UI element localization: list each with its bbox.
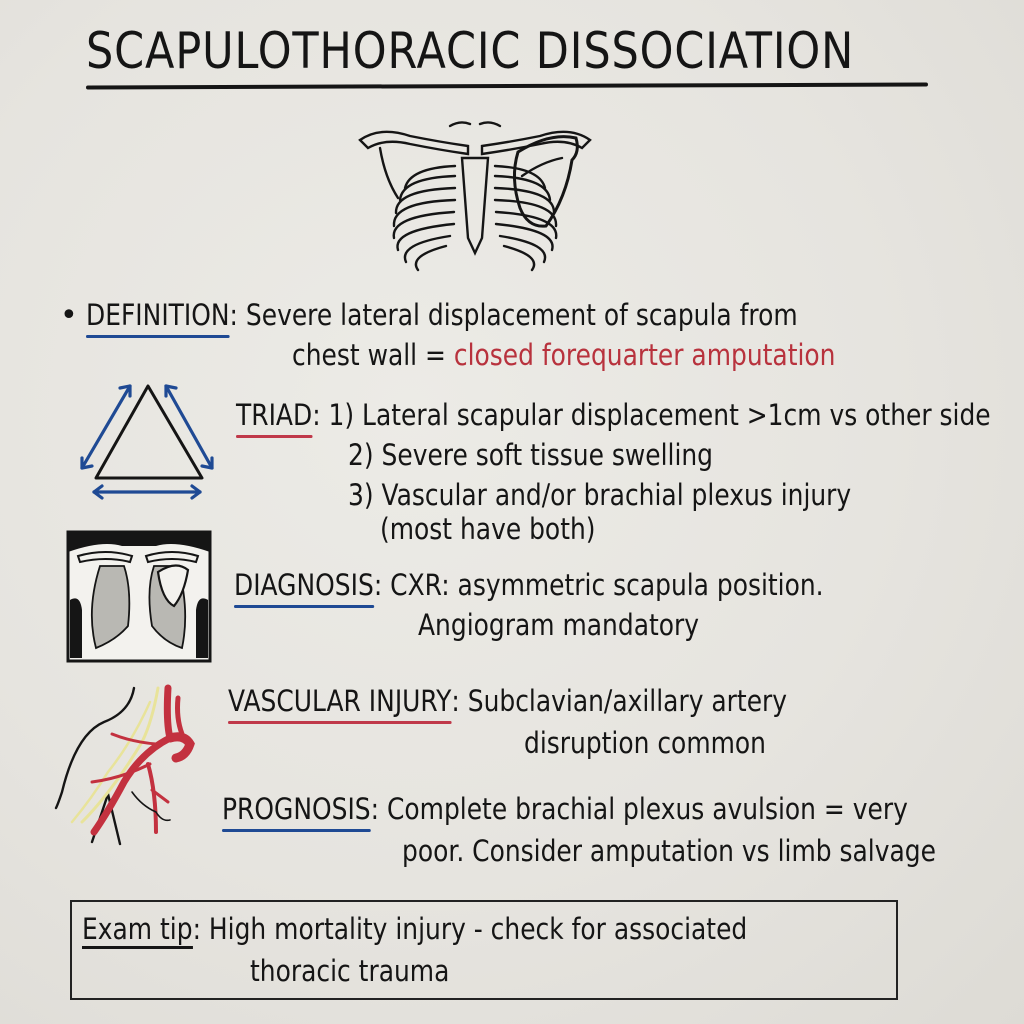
diagnosis-text-2: Angiogram mandatory: [418, 608, 700, 642]
definition-label: DEFINITION: [86, 298, 230, 332]
definition-line-1: [86, 298, 798, 332]
exam-tip-sep: :: [192, 912, 201, 946]
triad-item-2: 2) Severe soft tissue swelling: [348, 438, 714, 472]
vascular-text-1: Subclavian/axillary artery: [467, 684, 788, 718]
diagnosis-sep: :: [373, 568, 383, 602]
vascular-line-1: [228, 684, 787, 718]
triad-line-1: [236, 398, 991, 432]
ribcage-scapula-illustration: [350, 118, 600, 278]
diagnosis-label: DIAGNOSIS: [234, 568, 374, 602]
triad-label: TRIAD: [236, 398, 313, 432]
definition-text-1: Severe lateral displacement of scapula from: [245, 298, 798, 332]
prognosis-text-1: Complete brachial plexus avulsion = very: [386, 792, 908, 826]
prognosis-text-2: poor. Consider amputation vs limb salvage: [402, 834, 936, 868]
bullet-icon: •: [60, 298, 78, 333]
shoulder-vessels-illustration: [52, 682, 202, 847]
diagnosis-line-1: [234, 568, 824, 602]
exam-tip-text-2: thoracic trauma: [250, 954, 450, 988]
exam-tip-line-1: [82, 912, 747, 949]
triangle-arrows-icon: [74, 378, 219, 503]
exam-tip-label: Exam tip: [82, 912, 193, 949]
triad-item-note: (most have both): [380, 512, 596, 546]
triad-item-3: 3) Vascular and/or brachial plexus injury: [348, 478, 852, 512]
prognosis-label: PROGNOSIS: [222, 792, 371, 826]
exam-tip-text-1: High mortality injury - check for associated: [208, 912, 748, 946]
vascular-label: VASCULAR INJURY: [228, 684, 452, 718]
vascular-text-2: disruption common: [524, 726, 766, 760]
definition-line-2: [292, 338, 835, 372]
diagnosis-text-1: CXR: asymmetric scapula position.: [390, 568, 824, 602]
definition-sep: :: [229, 298, 238, 332]
definition-highlight: closed forequarter amputation: [453, 338, 836, 372]
prognosis-line-1: [222, 792, 908, 826]
prognosis-sep: :: [370, 792, 380, 826]
page-title: SCAPULOTHORACIC DISSOCIATION: [86, 22, 855, 80]
title-underline: [86, 83, 928, 90]
vascular-sep: :: [451, 684, 460, 718]
triad-sep: :: [312, 398, 321, 432]
triad-item-1: 1) Lateral scapular displacement >1cm vs other side: [328, 398, 991, 432]
chest-xray-icon: [66, 530, 212, 663]
definition-text-2: chest wall =: [292, 338, 454, 372]
